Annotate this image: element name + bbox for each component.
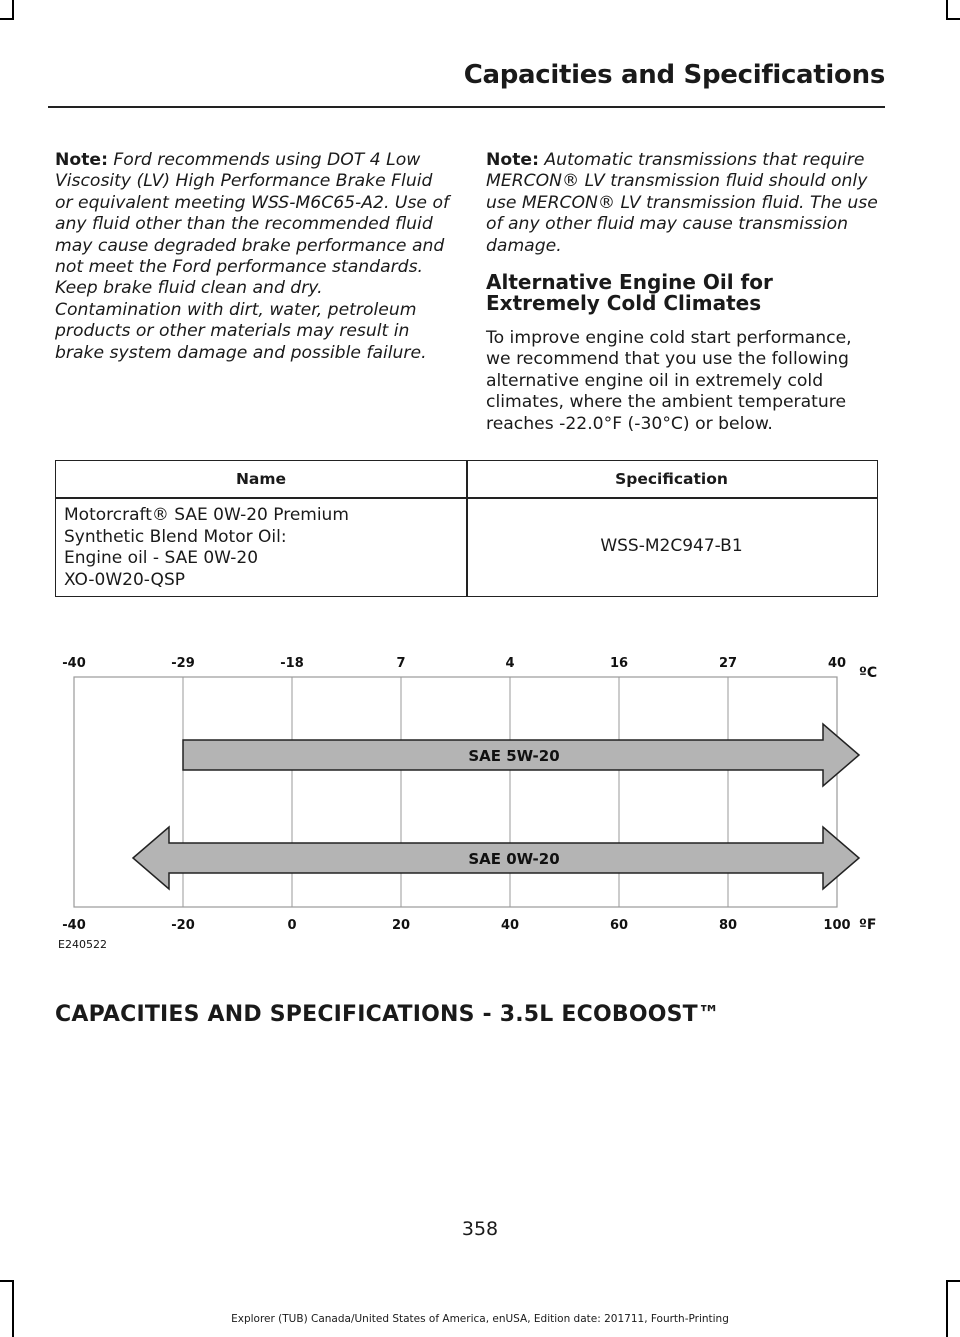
crop-mark (946, 1280, 960, 1282)
bottom-tick-label: -40 (62, 918, 86, 933)
crop-mark (946, 18, 960, 20)
crop-mark (0, 1280, 14, 1282)
transmission-fluid-note (486, 150, 881, 257)
figure-id: E240522 (58, 938, 107, 951)
note-text: Ford recommends using DOT 4 Low Viscosity (LV) High Performance Brake Fluid or equivalent meeting WSS-M6C65-A2. Use of any fluid other than the recommended fluid may cause degraded brake performance and not meet the Ford performance standards. Keep brake fluid clean and dry. Contamination with dirt, water, petroleum products or other materials may result in brake system damage and possible failure. (55, 150, 450, 363)
fahrenheit-unit-label: ºF (859, 917, 877, 933)
oil-temperature-chart (58, 650, 878, 951)
top-tick-label: -29 (171, 656, 195, 671)
name-line: Engine oil - SAE 0W-20 (64, 548, 259, 568)
series-label: SAE 5W-20 (468, 747, 560, 765)
bottom-tick-label: -20 (171, 918, 195, 933)
top-tick-label: 4 (505, 656, 515, 671)
crop-mark (946, 1280, 948, 1337)
celsius-unit-label: ºC (859, 665, 878, 681)
brake-fluid-note (55, 150, 450, 364)
capacities-heading: CAPACITIES AND SPECIFICATIONS - 3.5L ECOBOOST™ (55, 1002, 721, 1027)
top-tick-label: 27 (718, 656, 738, 671)
top-tick-label: 7 (396, 656, 406, 671)
section-alt-oil (486, 272, 881, 435)
top-tick-label: -18 (280, 656, 304, 671)
table-cell-name (64, 505, 349, 591)
note-label: Note: (486, 150, 539, 170)
table-header-spec: Specification (615, 470, 728, 488)
note-label: Note: (55, 150, 108, 170)
section-heading-line-1: Alternative Engine Oil for (486, 270, 773, 294)
name-line: Synthetic Blend Motor Oil: (64, 526, 287, 547)
table-header-name: Name (235, 470, 287, 488)
bottom-tick-label: 80 (718, 918, 738, 933)
top-tick-label: -40 (62, 656, 86, 671)
crop-mark (0, 18, 14, 20)
bottom-tick-label: 100 (823, 918, 851, 933)
page-title: Capacities and Specifications (463, 60, 885, 90)
section-heading-line-2: Extremely Cold Climates (486, 291, 762, 315)
note-text: Automatic transmissions that require MERCON® LV transmission fluid should only use MERCON® LV transmission fluid. The use of any other fluid may cause transmission damage. (486, 150, 878, 256)
name-line: XO-0W20-QSP (64, 569, 185, 590)
oil-spec-table (55, 460, 878, 597)
section-body: To improve engine cold start performance, we recommend that you use the following alternative engine oil in extremely cold climates, where the ambient temperature reaches -22.0°F (-30°C) or below. (486, 328, 852, 434)
footer-edition: Explorer (TUB) Canada/United States of America, enUSA, Edition date: 201711, Fourth-Printing (231, 1313, 729, 1325)
crop-mark (12, 1280, 14, 1337)
series-label: SAE 0W-20 (468, 850, 560, 868)
bottom-tick-label: 60 (609, 918, 629, 933)
name-line: Motorcraft® SAE 0W-20 Premium (64, 505, 349, 525)
bottom-tick-label: 20 (391, 918, 411, 933)
bottom-tick-label: 40 (500, 918, 520, 933)
table-divider (56, 497, 877, 499)
page-number: 358 (461, 1218, 499, 1240)
bottom-tick-label: 0 (287, 918, 297, 933)
table-cell-spec: WSS-M2C947-B1 (600, 536, 743, 556)
top-tick-label: 40 (827, 656, 847, 671)
header-divider (48, 106, 885, 108)
top-tick-label: 16 (609, 656, 629, 671)
crop-mark (946, 0, 948, 20)
crop-mark (12, 0, 14, 20)
